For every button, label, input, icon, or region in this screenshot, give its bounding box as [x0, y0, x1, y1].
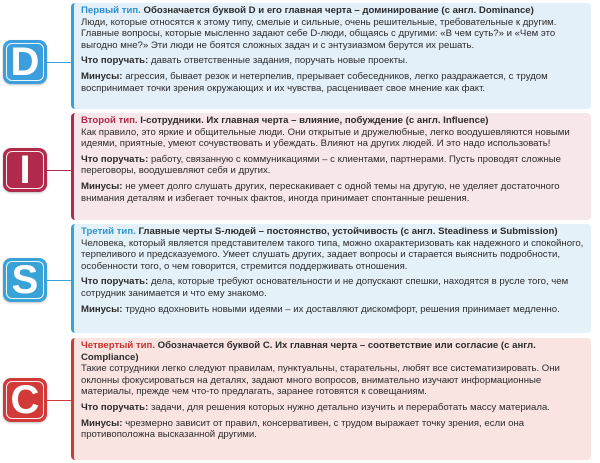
- description-panel-i: [71, 113, 591, 220]
- minus-text-c: чрезмерно зависит от правил, консервативен, с трудом выражает точку зрения, если она противоположна высказанной другими.: [81, 417, 525, 441]
- heading-text-s: Главные черты S-людей – постоянство, устойчивость (с англ. Steadiness и Submission): [138, 226, 558, 237]
- connector-line-c: [47, 400, 71, 401]
- minus-row-c: [81, 418, 585, 441]
- type-label-s: Третий тип.: [81, 226, 136, 237]
- assign-text-s: дела, которые требуют основательности и не допускают спешки, находятся в русле того, чем сотрудник занимается и что ему знакомо.: [81, 276, 569, 299]
- minus-label-d: Минусы:: [81, 70, 123, 82]
- heading-text-d: Обозначается буквой D и его главная черта – доминирование (с англ. Dominance): [143, 5, 534, 16]
- minus-label-c: Минусы:: [81, 417, 123, 429]
- assign-label-d: Что поручать:: [81, 55, 149, 67]
- assign-row-c: [81, 402, 585, 414]
- heading-text-c: Обозначается буквой С. Их главная черта – соответствие или согласие (с англ. Compliance): [81, 340, 536, 363]
- minus-label-s: Минусы:: [81, 303, 123, 315]
- connector-line-s: [47, 280, 71, 281]
- letter-badge-s: S: [3, 258, 47, 302]
- assign-label-c: Что поручать:: [81, 401, 149, 413]
- assign-row-s: [81, 276, 585, 299]
- minus-text-s: трудно вдохновить новыми идеями – их доставляют дискомфорт, решения принимает медленно.: [125, 303, 560, 315]
- assign-row-i: [81, 154, 585, 177]
- heading-c: [81, 340, 585, 363]
- heading-d: [81, 5, 585, 17]
- type-label-i: Второй тип.: [81, 115, 138, 126]
- type-label-d: Первый тип.: [81, 5, 141, 16]
- assign-text-d: давать ответственные задания, поручать новые проекты.: [150, 55, 408, 67]
- assign-label-i: Что поручать:: [81, 153, 149, 165]
- description-panel-s: [71, 224, 591, 333]
- minus-row-s: [81, 304, 585, 316]
- description-i: Как правило, это яркие и общительные люди. Они открытые и дружелюбные, легко воодушевляются новыми идеями, приятные, умеют сочувствовать и убеждать. Влияют на других людей. И это надо использовать!: [81, 126, 570, 150]
- heading-text-i: I-сотрудники. Их главная черта – влияние, побуждение (с англ. Influence): [140, 115, 489, 126]
- letter-badge-d: D: [3, 40, 47, 84]
- description-panel-d: [71, 3, 591, 109]
- type-label-c: Четвертый тип.: [81, 340, 155, 351]
- minus-label-i: Минусы:: [81, 180, 123, 192]
- minus-row-i: [81, 181, 585, 204]
- assign-text-i: работу, связанную с коммуникациями – с клиентами, партнерами. Пусть проводят сложные переговоры, воодушевляют себя и других.: [81, 153, 561, 177]
- description-panel-c: [71, 338, 591, 460]
- letter-badge-i: I: [3, 148, 47, 192]
- connector-line-i: [47, 170, 71, 171]
- connector-line-d: [47, 62, 71, 63]
- minus-text-d: агрессия, бывает резок и нетерпелив, прерывает собеседников, легко раздражается, с трудом воспринимает точки зрения окружающих и их чувства, расценивает свое мнение как факт.: [81, 70, 548, 94]
- minus-row-d: [81, 71, 585, 94]
- description-s: Человека, который является представителем такого типа, можно охарактеризовать как надежного и спокойного, терпеливого и предсказуемого. Умеет слушать других, задает вопросы и старается выяснить подробности, особенности того, о чем говорится, стремится поддерживать отношения.: [81, 237, 584, 272]
- assign-row-d: [81, 55, 585, 67]
- letter-badge-c: C: [3, 378, 47, 422]
- description-d: Люди, которые относятся к этому типу, смелые и сильные, очень решительные, требовательные к другим. Главные вопросы, которые мысленно задают себе D-люди, общаясь с другими: «В чем суть?» и «Чем это выгодно мне?» Эти люди не боятся сложных задач и с энтузиазмом берутся их решать.: [81, 16, 557, 51]
- heading-i: [81, 115, 585, 127]
- assign-text-c: задачи, для решения которых нужно детально изучить и переработать массу материала.: [150, 401, 550, 413]
- heading-s: [81, 226, 585, 238]
- assign-label-s: Что поручать:: [81, 276, 149, 288]
- description-c: Такие сотрудники легко следуют правилам, пунктуальны, старательны, любят все систематизировать. Они оклонны фокусироваться на деталях, задают много вопросов, внимательно изучают информационные материалы, прежде чем что-то предлагать, заранее готовятся к совещаниям.: [81, 363, 560, 398]
- minus-text-i: не умеет долго слушать других, перескакивает с одной темы на другую, не уделяет достаточного внимания деталям и избегает точных фактов, иногда принимает спонтанные решения.: [81, 180, 560, 204]
